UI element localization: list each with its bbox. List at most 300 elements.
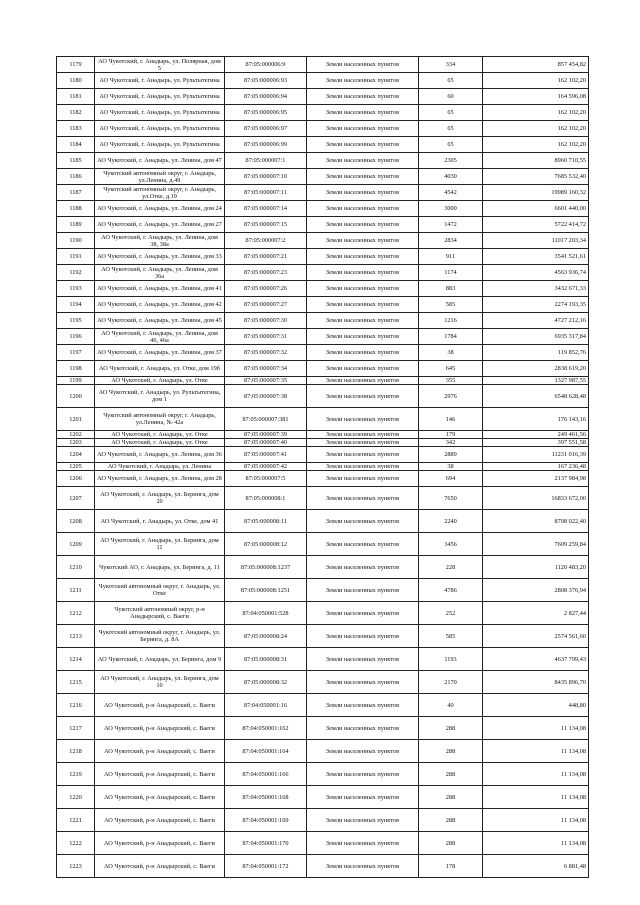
area-cell: 585 [419,625,483,648]
cadastral-number-cell: 87:05:000006:94 [225,89,307,105]
cadastral-value-cell: 8435 896,70 [483,671,589,694]
cadastral-value-cell: 448,80 [483,694,589,717]
cadastral-number-cell: 87:05:000006:93 [225,73,307,89]
row-number: 1214 [57,648,95,671]
land-category-cell: Земли населенных пунктов [307,431,419,439]
row-number: 1194 [57,297,95,313]
table-row [57,265,589,281]
area-cell: 65 [419,105,483,121]
land-category-cell: Земли населенных пунктов [307,648,419,671]
address-cell: АО Чукотский, г. Анадырь, ул. Ленина, дом 38, 38а [95,233,225,249]
address-cell: АО Чукотский, г. Анадырь, ул. Ленина, дом 46, 46а [95,329,225,345]
cadastral-value-cell: 4563 936,74 [483,265,589,281]
address-cell: АО Чукотский, г. Анадырь, ул. Беринга, дом 10 [95,671,225,694]
cadastral-value-cell: 1120 483,20 [483,556,589,579]
cadastral-number-cell: 87:05:000007:35 [225,377,307,385]
cadastral-value-cell: 11 134,08 [483,809,589,832]
land-category-cell: Земли населенных пунктов [307,408,419,431]
area-cell: 4030 [419,169,483,185]
cadastral-number-cell: 87:05:000007:15 [225,217,307,233]
cadastral-number-cell: 87:05:000007:38 [225,385,307,408]
table-row [57,533,589,556]
land-category-cell: Земли населенных пунктов [307,625,419,648]
area-cell: 288 [419,832,483,855]
address-cell: Чукотский автономный округ, г. Анадырь, ул. Беринга, д. 8А [95,625,225,648]
row-number: 1204 [57,447,95,463]
cadastral-number-cell: 87:04:050001:162 [225,717,307,740]
cadastral-number-cell: 87:05:000008:1 [225,487,307,510]
row-number: 1209 [57,533,95,556]
table-row [57,385,589,408]
area-cell: 1472 [419,217,483,233]
area-cell: 911 [419,249,483,265]
row-number: 1207 [57,487,95,510]
address-cell: Чукотский автономный округ, г. Анадырь, ул.Ленина, № 42а [95,408,225,431]
cadastral-number-cell: 87:05:000008:1237 [225,556,307,579]
table-row [57,510,589,533]
cadastral-number-cell: 87:05:000008:1251 [225,579,307,602]
row-number: 1179 [57,57,95,73]
area-cell: 288 [419,717,483,740]
land-category-cell: Земли населенных пунктов [307,153,419,169]
area-cell: 7650 [419,487,483,510]
cadastral-number-cell: 87:05:000007:34 [225,361,307,377]
row-number: 1211 [57,579,95,602]
cadastral-value-cell: 6 881,48 [483,855,589,878]
land-category-cell: Земли населенных пунктов [307,809,419,832]
area-cell: 2976 [419,385,483,408]
address-cell: АО Чукотский, р-н Анадырский, с. Ваеги [95,740,225,763]
land-category-cell: Земли населенных пунктов [307,510,419,533]
land-category-cell: Земли населенных пунктов [307,73,419,89]
land-category-cell: Земли населенных пунктов [307,671,419,694]
cadastral-value-cell: 11017 203,34 [483,233,589,249]
area-cell: 342 [419,439,483,447]
address-cell: АО Чукотский, г. Анадырь, ул. Рультытегина [95,89,225,105]
row-number: 1190 [57,233,95,249]
cadastral-number-cell: 87:05:000007:31 [225,329,307,345]
area-cell: 288 [419,763,483,786]
land-category-cell: Земли населенных пунктов [307,533,419,556]
cadastral-value-cell: 8708 022,40 [483,510,589,533]
land-category-cell: Земли населенных пунктов [307,249,419,265]
area-cell: 288 [419,809,483,832]
row-number: 1181 [57,89,95,105]
cadastral-number-cell: 87:05:000007:10 [225,169,307,185]
land-category-cell: Земли населенных пунктов [307,385,419,408]
cadastral-value-cell: 1327 987,55 [483,377,589,385]
address-cell: АО Чукотский, г. Анадырь, ул. Ленина, дом 24 [95,201,225,217]
address-cell: АО Чукотский, г. Анадырь, ул. Полярная, дом 5 [95,57,225,73]
table-row [57,201,589,217]
address-cell: АО Чукотский, г. Анадырь, ул. Рультытегина, дом 1 [95,385,225,408]
cadastral-number-cell: 87:05:000008:24 [225,625,307,648]
area-cell: 2170 [419,671,483,694]
land-category-cell: Земли населенных пунктов [307,89,419,105]
cadastral-value-cell: 3432 671,33 [483,281,589,297]
land-category-cell: Земли населенных пунктов [307,602,419,625]
land-category-cell: Земли населенных пунктов [307,377,419,385]
table-row [57,463,589,471]
address-cell: АО Чукотский, г. Анадырь, ул. Рультытегина [95,105,225,121]
land-category-cell: Земли населенных пунктов [307,556,419,579]
address-cell: АО Чукотский, г. Анадырь, ул. Ленина, дом 42 [95,297,225,313]
cadastral-value-cell: 11231 016,39 [483,447,589,463]
table-row [57,579,589,602]
land-category-cell: Земли населенных пунктов [307,463,419,471]
address-cell: АО Чукотский, р-н Анадырский, с. Ваеги [95,786,225,809]
table-row [57,121,589,137]
land-category-cell: Земли населенных пунктов [307,786,419,809]
cadastral-value-cell: 6601 440,00 [483,201,589,217]
land-category-cell: Земли населенных пунктов [307,201,419,217]
cadastral-value-cell: 397 551,58 [483,439,589,447]
cadastral-value-cell: 16833 672,00 [483,487,589,510]
land-category-cell: Земли населенных пунктов [307,487,419,510]
area-cell: 3000 [419,201,483,217]
cadastral-value-cell: 7685 532,40 [483,169,589,185]
cadastral-number-cell: 87:04:050001:528 [225,602,307,625]
area-cell: 178 [419,855,483,878]
table-row [57,717,589,740]
row-number: 1210 [57,556,95,579]
cadastral-number-cell: 87:05:000007:27 [225,297,307,313]
address-cell: АО Чукотский, г. Анадырь, ул. Отке, дом 41 [95,510,225,533]
row-number: 1215 [57,671,95,694]
row-number: 1218 [57,740,95,763]
cadastral-value-cell: 2 827,44 [483,602,589,625]
row-number: 1185 [57,153,95,169]
cadastral-value-cell: 162 102,20 [483,105,589,121]
table-row [57,471,589,487]
table-row [57,408,589,431]
row-number: 1222 [57,832,95,855]
address-cell: АО Чукотский, г. Анадырь, ул. Отке, дом 19б [95,361,225,377]
table-row [57,439,589,447]
area-cell: 38 [419,463,483,471]
land-category-cell: Земли населенных пунктов [307,137,419,153]
cadastral-number-cell: 87:05:000007:11 [225,185,307,201]
row-number: 1182 [57,105,95,121]
land-category-cell: Земли населенных пунктов [307,57,419,73]
cadastral-number-cell: 87:04:050001:172 [225,855,307,878]
table-row [57,329,589,345]
address-cell: АО Чукотский, р-н Анадырский, с. Ваеги [95,694,225,717]
area-cell: 694 [419,471,483,487]
address-cell: АО Чукотский, г. Анадырь, ул. Рультытегина [95,121,225,137]
area-cell: 1193 [419,648,483,671]
area-cell: 179 [419,431,483,439]
land-category-cell: Земли населенных пунктов [307,169,419,185]
cadastral-value-cell: 249 461,56 [483,431,589,439]
table-row [57,832,589,855]
table-row [57,763,589,786]
land-category-cell: Земли населенных пунктов [307,233,419,249]
table-row [57,602,589,625]
cadastral-number-cell: 87:05:000007:26 [225,281,307,297]
address-cell: АО Чукотский, р-н Анадырский, с. Ваеги [95,717,225,740]
row-number: 1184 [57,137,95,153]
cadastral-number-cell: 87:05:000006:9 [225,57,307,73]
cadastral-value-cell: 162 102,20 [483,137,589,153]
table-row [57,137,589,153]
cadastral-number-cell: 87:05:000006:97 [225,121,307,137]
cadastral-value-cell: 4637 799,43 [483,648,589,671]
row-number: 1193 [57,281,95,297]
cadastral-number-cell: 87:04:050001:169 [225,809,307,832]
address-cell: АО Чукотский, г. Анадырь, ул. Ленина, дом 45 [95,313,225,329]
area-cell: 65 [419,73,483,89]
row-number: 1189 [57,217,95,233]
table-row [57,153,589,169]
cadastral-number-cell: 87:05:000006:99 [225,137,307,153]
land-category-cell: Земли населенных пунктов [307,740,419,763]
cadastral-number-cell: 87:05:000007:41 [225,447,307,463]
area-cell: 2889 [419,447,483,463]
row-number: 1195 [57,313,95,329]
area-cell: 334 [419,57,483,73]
table-row [57,233,589,249]
table-row [57,556,589,579]
land-category-cell: Земли населенных пунктов [307,694,419,717]
table-row [57,648,589,671]
land-category-cell: Земли населенных пунктов [307,105,419,121]
cadastral-value-cell: 162 102,20 [483,121,589,137]
table-row [57,377,589,385]
cadastral-number-cell: 87:05:000007:42 [225,463,307,471]
address-cell: АО Чукотский, г. Анадырь, ул. Ленина, дом 28 [95,471,225,487]
cadastral-value-cell: 2274 193,35 [483,297,589,313]
table-row [57,625,589,648]
address-cell: АО Чукотский, г. Анадырь, ул. Ленина [95,463,225,471]
cadastral-number-cell: 87:04:050001:170 [225,832,307,855]
address-cell: АО Чукотский, г. Анадырь, ул. Отке [95,431,225,439]
land-category-cell: Земли населенных пунктов [307,361,419,377]
land-category-cell: Земли населенных пунктов [307,121,419,137]
land-category-cell: Земли населенных пунктов [307,281,419,297]
table-row [57,786,589,809]
row-number: 1208 [57,510,95,533]
row-number: 1213 [57,625,95,648]
area-cell: 645 [419,361,483,377]
address-cell: АО Чукотский, р-н Анадырский, с. Ваеги [95,763,225,786]
land-category-cell: Земли населенных пунктов [307,832,419,855]
cadastral-number-cell: 87:05:000007:2 [225,233,307,249]
address-cell: АО Чукотский, р-н Анадырский, с. Ваеги [95,809,225,832]
row-number: 1217 [57,717,95,740]
address-cell: АО Чукотский, г. Анадырь, ул. Ленина, дом 36а [95,265,225,281]
row-number: 1187 [57,185,95,201]
table-row [57,281,589,297]
address-cell: АО Чукотский, г. Анадырь, ул. Отке [95,439,225,447]
table-row [57,89,589,105]
cadastral-value-cell: 7609 259,84 [483,533,589,556]
row-number: 1191 [57,249,95,265]
address-cell: АО Чукотский, р-н Анадырский, с. Ваеги [95,855,225,878]
area-cell: 355 [419,377,483,385]
cadastral-number-cell: 87:05:000008:12 [225,533,307,556]
cadastral-number-cell: 87:04:050001:16 [225,694,307,717]
row-number: 1202 [57,431,95,439]
land-category-cell: Земли населенных пунктов [307,855,419,878]
row-number: 1220 [57,786,95,809]
land-category-cell: Земли населенных пунктов [307,763,419,786]
area-cell: 3456 [419,533,483,556]
area-cell: 2834 [419,233,483,249]
area-cell: 2305 [419,153,483,169]
land-category-cell: Земли населенных пунктов [307,329,419,345]
area-cell: 585 [419,297,483,313]
table-row [57,249,589,265]
cadastral-number-cell: 87:05:000007:14 [225,201,307,217]
land-category-cell: Земли населенных пунктов [307,471,419,487]
cadastral-number-cell: 87:05:000007:40 [225,439,307,447]
cadastral-value-cell: 176 143,16 [483,408,589,431]
row-number: 1200 [57,385,95,408]
cadastral-number-cell: 87:04:050001:168 [225,786,307,809]
area-cell: 288 [419,740,483,763]
cadastral-value-cell: 167 236,48 [483,463,589,471]
cadastral-value-cell: 164 596,08 [483,89,589,105]
land-registry-table [56,56,589,878]
area-cell: 60 [419,89,483,105]
cadastral-number-cell: 87:05:000007:32 [225,345,307,361]
table-row [57,487,589,510]
address-cell: АО Чукотский, г. Анадырь, ул. Ленина, дом 41 [95,281,225,297]
cadastral-value-cell: 119 852,76 [483,345,589,361]
row-number: 1203 [57,439,95,447]
address-cell: Чукотский автономный округ, г. Анадырь, ул. Отке [95,579,225,602]
address-cell: АО Чукотский, г. Анадырь, ул. Ленина, дом 47 [95,153,225,169]
cadastral-number-cell: 87:05:000008:32 [225,671,307,694]
row-number: 1201 [57,408,95,431]
area-cell: 1784 [419,329,483,345]
cadastral-value-cell: 11 134,08 [483,832,589,855]
cadastral-number-cell: 87:05:000008:31 [225,648,307,671]
cadastral-value-cell: 19989 160,32 [483,185,589,201]
row-number: 1192 [57,265,95,281]
address-cell: Чукотский автономный округ, г. Анадырь, ул.Ленина, д.49 [95,169,225,185]
cadastral-number-cell: 87:05:000007:381 [225,408,307,431]
table-row [57,361,589,377]
row-number: 1197 [57,345,95,361]
address-cell: АО Чукотский, г. Анадырь, ул. Ленина, дом 27 [95,217,225,233]
land-category-cell: Земли населенных пунктов [307,185,419,201]
row-number: 1180 [57,73,95,89]
cadastral-number-cell: 87:04:050001:166 [225,763,307,786]
address-cell: Чукотский автономный округ, р-н Анадырский, с. Ваеги [95,602,225,625]
cadastral-value-cell: 2574 561,60 [483,625,589,648]
area-cell: 228 [419,556,483,579]
row-number: 1183 [57,121,95,137]
address-cell: АО Чукотский, г. Анадырь, ул. Рультытегина [95,73,225,89]
area-cell: 40 [419,694,483,717]
table-row [57,57,589,73]
row-number: 1223 [57,855,95,878]
land-category-cell: Земли населенных пунктов [307,579,419,602]
land-category-cell: Земли населенных пунктов [307,717,419,740]
cadastral-value-cell: 6548 628,48 [483,385,589,408]
address-cell: АО Чукотский, г. Анадырь, ул. Беринга, дом 9 [95,648,225,671]
table-row [57,431,589,439]
address-cell: АО Чукотский, г. Анадырь, ул. Отке [95,377,225,385]
table-row [57,185,589,201]
land-category-cell: Земли населенных пунктов [307,265,419,281]
cadastral-value-cell: 2838 619,20 [483,361,589,377]
row-number: 1221 [57,809,95,832]
land-category-cell: Земли населенных пунктов [307,297,419,313]
address-cell: АО Чукотский, г. Анадырь, ул. Ленина, дом 36 [95,447,225,463]
address-cell: АО Чукотский, г. Анадырь, ул. Рультытегина [95,137,225,153]
row-number: 1199 [57,377,95,385]
row-number: 1205 [57,463,95,471]
cadastral-value-cell: 11 134,08 [483,740,589,763]
land-category-cell: Земли населенных пунктов [307,217,419,233]
cadastral-number-cell: 87:05:000007:1 [225,153,307,169]
cadastral-value-cell: 2137 984,98 [483,471,589,487]
cadastral-value-cell: 6935 317,84 [483,329,589,345]
cadastral-value-cell: 5722 414,72 [483,217,589,233]
area-cell: 1174 [419,265,483,281]
row-number: 1198 [57,361,95,377]
cadastral-value-cell: 11 134,08 [483,763,589,786]
row-number: 1212 [57,602,95,625]
cadastral-number-cell: 87:05:000007:21 [225,249,307,265]
cadastral-number-cell: 87:05:000007:30 [225,313,307,329]
table-row [57,313,589,329]
cadastral-number-cell: 87:04:050001:164 [225,740,307,763]
address-cell: АО Чукотский, г. Анадырь, ул. Беринга, дом 20 [95,487,225,510]
cadastral-value-cell: 4727 212,16 [483,313,589,329]
cadastral-value-cell: 857 454,82 [483,57,589,73]
cadastral-value-cell: 11 134,08 [483,717,589,740]
table-row [57,217,589,233]
address-cell: АО Чукотский, г. Анадырь, ул. Ленина, дом 33 [95,249,225,265]
area-cell: 1216 [419,313,483,329]
cadastral-number-cell: 87:05:000006:95 [225,105,307,121]
address-cell: АО Чукотский, г. Анадырь, ул. Ленина, дом 37 [95,345,225,361]
row-number: 1188 [57,201,95,217]
land-category-cell: Земли населенных пунктов [307,439,419,447]
row-number: 1186 [57,169,95,185]
row-number: 1196 [57,329,95,345]
row-number: 1206 [57,471,95,487]
area-cell: 4542 [419,185,483,201]
cadastral-value-cell: 11 134,08 [483,786,589,809]
area-cell: 65 [419,121,483,137]
table-row [57,671,589,694]
area-cell: 252 [419,602,483,625]
area-cell: 288 [419,786,483,809]
table-row [57,297,589,313]
area-cell: 38 [419,345,483,361]
land-category-cell: Земли населенных пунктов [307,313,419,329]
address-cell: АО Чукотский, г. Анадырь, ул. Беринга, дом 11 [95,533,225,556]
cadastral-value-cell: 162 102,20 [483,73,589,89]
land-category-cell: Земли населенных пунктов [307,345,419,361]
table-row [57,694,589,717]
table-row [57,345,589,361]
cadastral-number-cell: 87:05:000007:5 [225,471,307,487]
table-body [57,57,589,878]
cadastral-number-cell: 87:05:000007:23 [225,265,307,281]
area-cell: 146 [419,408,483,431]
land-category-cell: Земли населенных пунктов [307,447,419,463]
address-cell: Чукотский автономный округ, г. Анадырь, ул.Отке, д.19 [95,185,225,201]
row-number: 1216 [57,694,95,717]
cadastral-value-cell: 8960 710,55 [483,153,589,169]
table-row [57,740,589,763]
